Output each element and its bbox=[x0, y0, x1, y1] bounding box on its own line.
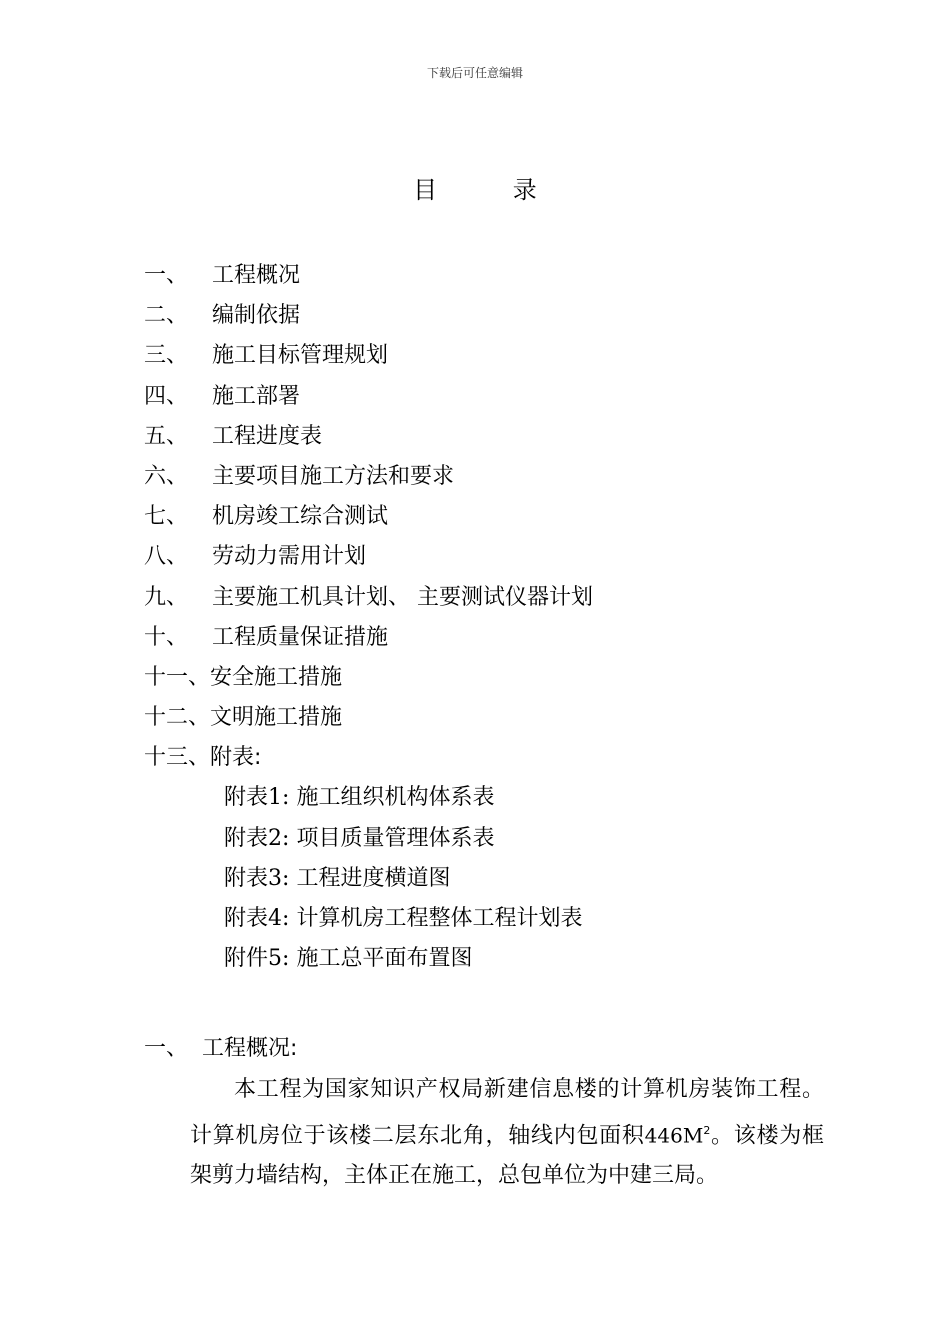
toc-item-label: 安全施工措施 bbox=[210, 664, 343, 690]
toc-item bbox=[144, 499, 864, 539]
toc-item-number: 十、 bbox=[144, 624, 189, 650]
toc-subitem bbox=[144, 941, 864, 981]
toc-subitem-label: 施工组织机构体系表 bbox=[296, 785, 495, 811]
toc-item-number: 九、 bbox=[144, 584, 189, 610]
toc-item-label: 主要项目施工方法和要求 bbox=[212, 463, 455, 489]
toc-item bbox=[144, 740, 864, 780]
toc-item-number: 十一、 bbox=[144, 664, 211, 690]
header-note: 下载后可任意编辑 bbox=[426, 66, 523, 80]
toc-item-number: 十三、 bbox=[144, 745, 211, 771]
section-project-overview bbox=[144, 1030, 824, 1197]
toc-item-label: 工程进度表 bbox=[212, 423, 323, 449]
toc-item-number: 七、 bbox=[144, 504, 189, 530]
toc-title: 目 录 bbox=[413, 176, 571, 204]
section-number: 一、 bbox=[144, 1036, 189, 1061]
toc-item bbox=[144, 258, 864, 298]
section-heading bbox=[144, 1030, 824, 1068]
toc-item-label: 工程概况 bbox=[212, 263, 301, 288]
toc-subitem-label: 项目质量管理体系表 bbox=[296, 825, 495, 851]
toc-item-number: 八、 bbox=[144, 544, 189, 570]
toc-item-label: 工程质量保证措施 bbox=[212, 624, 389, 650]
toc-subitem-number: 1: bbox=[268, 785, 290, 811]
toc-subitem bbox=[144, 901, 864, 941]
toc-subitem bbox=[144, 821, 864, 861]
area-value: 446M bbox=[644, 1122, 704, 1147]
toc-item-number: 二、 bbox=[144, 303, 189, 329]
toc-item bbox=[144, 338, 864, 378]
toc-subitem-number: 5: bbox=[268, 946, 290, 972]
toc-subitem-prefix: 附表 bbox=[224, 785, 269, 811]
table-of-contents bbox=[144, 258, 864, 981]
section-paragraph bbox=[144, 1070, 824, 1197]
paragraph-text-a: 本工程为国家知识产权局新建信息楼的计算机房装饰工程。计算机房位于该楼二层东北角，轴线内包面积 bbox=[190, 1077, 824, 1148]
toc-item-label: 编制依据 bbox=[212, 303, 301, 329]
toc-subitem-prefix: 附表 bbox=[224, 865, 269, 891]
toc-item-label: 主要施工机具计划、 主要测试仪器计划 bbox=[212, 584, 593, 610]
toc-item bbox=[144, 459, 864, 499]
toc-item bbox=[144, 539, 864, 579]
toc-subitem bbox=[144, 861, 864, 901]
toc-item-number: 五、 bbox=[144, 423, 189, 449]
toc-item bbox=[144, 700, 864, 740]
toc-item-label: 附表: bbox=[210, 745, 262, 771]
toc-subitem-prefix: 附表 bbox=[224, 825, 269, 851]
toc-item-number: 十二、 bbox=[144, 705, 211, 731]
toc-subitem-label: 工程进度横道图 bbox=[296, 865, 451, 891]
toc-subitem-number: 3: bbox=[268, 865, 290, 891]
toc-item-label: 机房竣工综合测试 bbox=[212, 504, 389, 530]
toc-item bbox=[144, 660, 864, 700]
toc-item-number: 三、 bbox=[144, 343, 189, 369]
toc-subitem bbox=[144, 780, 864, 820]
toc-item-number: 六、 bbox=[144, 463, 189, 489]
toc-subitem-number: 2: bbox=[268, 825, 290, 851]
toc-item bbox=[144, 379, 864, 419]
toc-subitem-number: 4: bbox=[268, 906, 290, 931]
toc-subitem-prefix: 附表 bbox=[224, 906, 269, 931]
toc-item-number: 四、 bbox=[144, 383, 189, 409]
toc-subitem-label: 计算机房工程整体工程计划表 bbox=[296, 906, 583, 931]
toc-item-label: 施工目标管理规划 bbox=[212, 343, 389, 369]
toc-item-number: 一、 bbox=[144, 263, 189, 288]
toc-item-label: 劳动力需用计划 bbox=[212, 544, 367, 570]
toc-item bbox=[144, 419, 864, 459]
toc-item bbox=[144, 620, 864, 660]
toc-item bbox=[144, 298, 864, 338]
toc-item-label: 文明施工措施 bbox=[210, 705, 343, 731]
toc-item-label: 施工部署 bbox=[212, 383, 301, 409]
toc-item bbox=[144, 580, 864, 620]
section-title: 工程概况: bbox=[202, 1036, 298, 1061]
toc-subitem-label: 施工总平面布置图 bbox=[296, 946, 473, 972]
paragraph-text-b: 。该楼为框架剪力墙结构，主体正在施工，总包单位为中建三局。 bbox=[190, 1122, 824, 1189]
area-superscript: 2 bbox=[703, 1123, 711, 1137]
toc-subitem-prefix: 附件 bbox=[224, 946, 269, 972]
